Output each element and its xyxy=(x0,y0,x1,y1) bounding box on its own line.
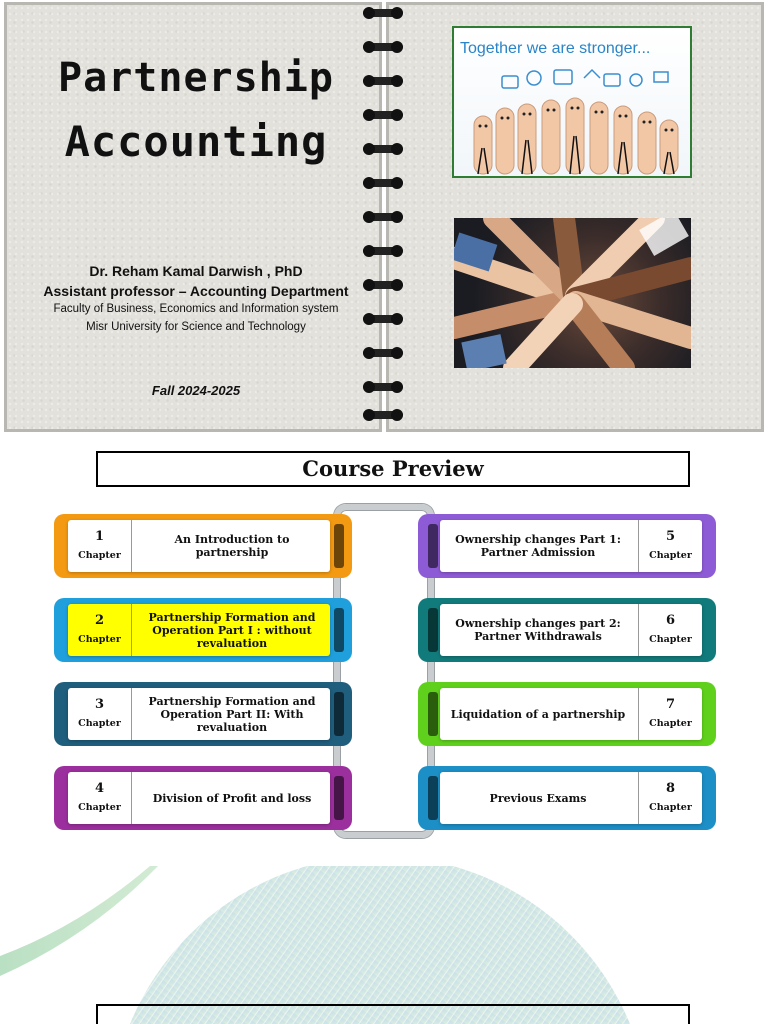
chapter-title: Ownership changes part 2: Partner Withdrawals xyxy=(455,617,621,643)
chapter-title: Division of Profit and loss xyxy=(152,791,312,805)
chapter-number-cell xyxy=(638,688,702,740)
chapter-3-inner xyxy=(68,688,330,740)
spiral-binding xyxy=(361,4,405,424)
chapter-number-cell xyxy=(68,772,132,824)
chapter-label: Chapter xyxy=(78,802,121,813)
chapter-8-card[interactable] xyxy=(418,766,716,830)
chapter-number: 5 xyxy=(665,529,676,544)
chapter-1-card[interactable] xyxy=(54,514,352,578)
chapter-5-inner xyxy=(440,520,702,572)
faculty-name: Faculty of Business, Economics and Information system xyxy=(53,303,339,315)
finger-people-illustration xyxy=(454,28,690,176)
spiral-coil xyxy=(361,140,405,158)
chapter-title: Liquidation of a partnership xyxy=(450,707,626,721)
spiral-coil xyxy=(361,406,405,424)
chapter-title: Previous Exams xyxy=(489,791,587,805)
chapter-label: Chapter xyxy=(649,802,692,813)
chapter-number: 6 xyxy=(665,613,676,628)
chapter-number-cell xyxy=(68,520,132,572)
author-name: Dr. Reham Kamal Darwish , PhD xyxy=(89,263,303,279)
chapter-title: Partnership Formation and Operation Part II: With revaluation xyxy=(148,694,316,734)
card-tab-edge xyxy=(428,776,438,820)
chapter-number-cell xyxy=(68,604,132,656)
chapter-label: Chapter xyxy=(78,550,121,561)
cover-left-page xyxy=(4,2,382,432)
card-tab-edge xyxy=(428,692,438,736)
notebook-cover xyxy=(0,0,768,434)
teamwork-fingers-image xyxy=(452,26,692,178)
chapter-3-card[interactable] xyxy=(54,682,352,746)
chapter-2-card[interactable] xyxy=(54,598,352,662)
chapter-label: Chapter xyxy=(649,634,692,645)
university-name: Misr University for Science and Technology xyxy=(86,321,306,333)
chapter-number: 7 xyxy=(665,697,676,712)
chapter-6-inner xyxy=(440,604,702,656)
spiral-coil xyxy=(361,174,405,192)
card-tab-edge xyxy=(428,524,438,568)
decorative-arcs xyxy=(0,866,768,1024)
card-tab-edge xyxy=(334,524,344,568)
chapter-7-inner xyxy=(440,688,702,740)
spiral-coil xyxy=(361,276,405,294)
spiral-coil xyxy=(361,4,405,22)
chapter-label: Chapter xyxy=(649,550,692,561)
chapter-label: Chapter xyxy=(78,634,121,645)
chapter-number: 3 xyxy=(94,697,105,712)
chapter-title: Ownership changes Part 1: Partner Admission xyxy=(455,533,621,559)
card-tab-edge xyxy=(334,692,344,736)
spiral-coil xyxy=(361,72,405,90)
chapter-5-card[interactable] xyxy=(418,514,716,578)
hands-illustration xyxy=(454,218,691,368)
chapter-number-cell xyxy=(68,688,132,740)
chapter-number: 1 xyxy=(94,529,105,544)
chapter-number-cell xyxy=(638,520,702,572)
image-caption: Together we are stronger... xyxy=(460,40,651,57)
spiral-coil xyxy=(361,38,405,56)
next-section-heading-box xyxy=(96,1004,690,1024)
chapter-number-cell xyxy=(638,604,702,656)
chapter-label: Chapter xyxy=(649,718,692,729)
spiral-coil xyxy=(361,242,405,260)
chapter-title: An Introduction to partnership xyxy=(174,533,290,559)
spiral-coil xyxy=(361,310,405,328)
spiral-coil xyxy=(361,106,405,124)
card-tab-edge xyxy=(428,608,438,652)
chapter-title: Partnership Formation and Operation Part I : without revaluation xyxy=(148,610,316,650)
spiral-coil xyxy=(361,344,405,362)
card-tab-edge xyxy=(334,608,344,652)
card-tab-edge xyxy=(334,776,344,820)
chapter-1-inner xyxy=(68,520,330,572)
chapter-number: 8 xyxy=(665,781,676,796)
chapter-number: 2 xyxy=(94,613,105,628)
chapter-number-cell xyxy=(638,772,702,824)
author-role: Assistant professor – Accounting Department xyxy=(43,283,349,299)
semester: Fall 2024-2025 xyxy=(151,383,241,398)
chapter-4-card[interactable] xyxy=(54,766,352,830)
course-preview-heading: Course Preview xyxy=(96,451,690,487)
chapter-label: Chapter xyxy=(78,718,121,729)
chapter-2-inner xyxy=(68,604,330,656)
cover-title-line1: Partnership xyxy=(58,55,334,101)
spiral-coil xyxy=(361,378,405,396)
spiral-coil xyxy=(361,208,405,226)
chapter-4-inner xyxy=(68,772,330,824)
chapter-7-card[interactable] xyxy=(418,682,716,746)
chapter-8-inner xyxy=(440,772,702,824)
decorative-background xyxy=(0,866,768,1024)
chapter-number: 4 xyxy=(94,781,105,796)
stacked-hands-image xyxy=(454,218,691,368)
chapter-6-card[interactable] xyxy=(418,598,716,662)
cover-title-line2: Accounting xyxy=(64,117,328,166)
